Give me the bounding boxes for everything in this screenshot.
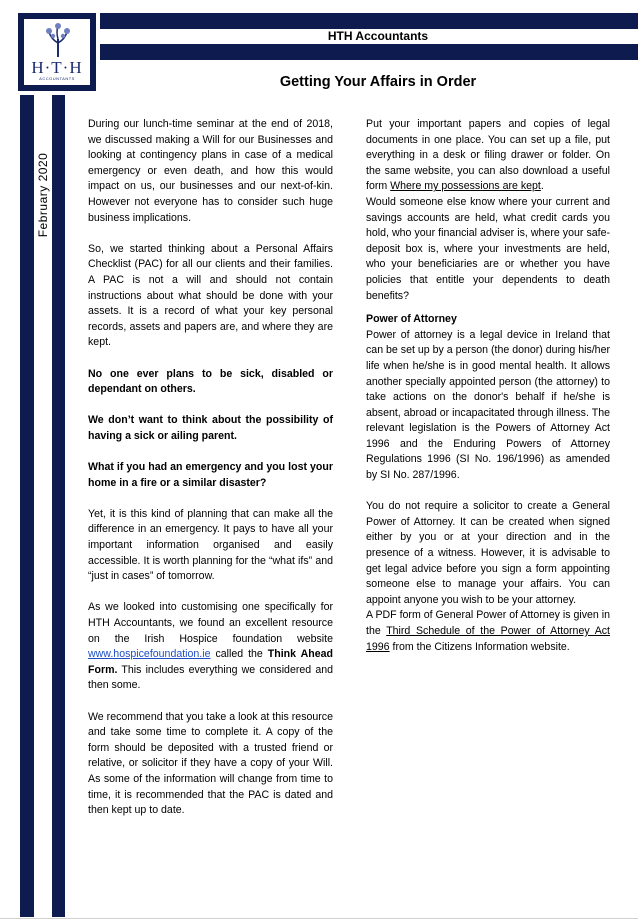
text: Put your important papers and copies of legal documents in one place. You can set up a file, put everything in a desk or filing drawer or folder. On the same website, you can also download a useful form xyxy=(366,118,610,193)
logo xyxy=(23,18,91,86)
side-bar-left xyxy=(20,95,34,917)
text: . xyxy=(540,180,544,193)
tree-icon xyxy=(43,23,73,57)
bold-statement: What if you had an emergency and you lost your home in a fire or a similar disaster? xyxy=(88,461,333,489)
form-name: Think Ahead Form. xyxy=(88,648,333,676)
paragraph: Yet, it is this kind of planning that can make all the difference in an emergency. It pays to have all your important information organised and easily accessible. It is worth planning for the “what ifs” and “just in cases” of tomorrow. xyxy=(88,507,333,583)
header-bottom-bar xyxy=(100,44,638,60)
header-top-bar xyxy=(100,13,638,29)
page-title: Getting Your Affairs in Order xyxy=(279,74,477,90)
text: called the xyxy=(210,648,268,661)
side-bar-right xyxy=(52,95,65,917)
text: As we looked into customising one specifically for HTH Accountants, we found an excellent resource on the Irish Hospice foundation website xyxy=(88,601,333,645)
paragraph: So, we started thinking about a Personal Affairs Checklist (PAC) for all our clients and their families. A PAC is not a will and should not contain instructions about what should be done with your assets. It is a record of what your key personal records, assets and papers are, and where they are kept. xyxy=(88,242,333,349)
paragraph xyxy=(88,600,333,694)
left-column xyxy=(88,117,333,819)
text: A PDF form of General Power of Attorney is given in the xyxy=(366,609,610,637)
paragraph: We recommend that you take a look at this resource and take some time to complete it. A copy of the form should be deposited with a trusted friend or relative, or solicitor if they have a copy of your Will. As some of the information will change from time to time, it is recommended that the PAC is dated and then kept up to date. xyxy=(88,710,333,817)
page-bottom-border xyxy=(0,918,638,919)
date-label: February 2020 xyxy=(36,152,50,238)
vertical-date xyxy=(34,150,52,240)
paragraph: Would someone else know where your current and savings accounts are held, what credit cards you hold, who your financial adviser is, where your safe-deposit box is, where your investments are held, who your beneficiaries are or whether you have policies that entitle your dependents to death benefits? xyxy=(366,195,610,302)
possessions-form-link[interactable]: Where my possessions are kept xyxy=(390,180,541,193)
paragraph xyxy=(366,117,610,195)
hospice-foundation-link[interactable]: www.hospicefoundation.ie xyxy=(88,648,211,661)
logo-frame xyxy=(18,13,96,91)
company-name: HTH Accountants xyxy=(327,29,429,43)
logo-text: H·T·H xyxy=(31,58,83,77)
bold-statement: No one ever plans to be sick, disabled or dependant on others. xyxy=(88,367,333,396)
paragraph xyxy=(366,608,610,655)
bold-statement: We don’t want to think about the possibility of having a sick or ailing parent. xyxy=(88,414,333,442)
section-heading: Power of Attorney xyxy=(366,313,457,326)
paragraph: During our lunch-time seminar at the end of 2018, we discussed making a Will for our Businesses and looking at contingency plans in case of a medical emergency or even death, and how this would impact on us, our businesses and our next-of-kin. However not everyone has to consider such huge business implications. xyxy=(88,118,333,224)
paragraph: You do not require a solicitor to create a General Power of Attorney. It can be created when signed either by you or at your direction and in the presence of a witness. However, it is advisable to get legal advice before you sign a form appointing someone else to manage your affairs. You can appoint anyone you wish to be your attorney. xyxy=(366,500,610,606)
text: from the Citizens Information website. xyxy=(389,640,570,653)
text: This includes everything we considered and then some. xyxy=(88,663,333,692)
paragraph: Power of attorney is a legal device in Ireland that can be set up by a person (the donor) during his/her life when he/she is in good mental health. It allows another specially appointed person (the attorney) to take actions on the donor's behalf if he/she is absent, abroad or incapacitated through illness. The relevant legislation is the Powers of Attorney Act 1996 and the Enduring Powers of Attorney Regulations 1996 (SI No. 196/1996) as amended by SI No. 287/1996. xyxy=(366,328,610,482)
logo-subtext: ACCOUNTANTS xyxy=(39,76,75,81)
right-column xyxy=(366,117,610,655)
third-schedule-link[interactable]: Third Schedule of the Power of Attorney Act 1996 xyxy=(366,625,610,653)
